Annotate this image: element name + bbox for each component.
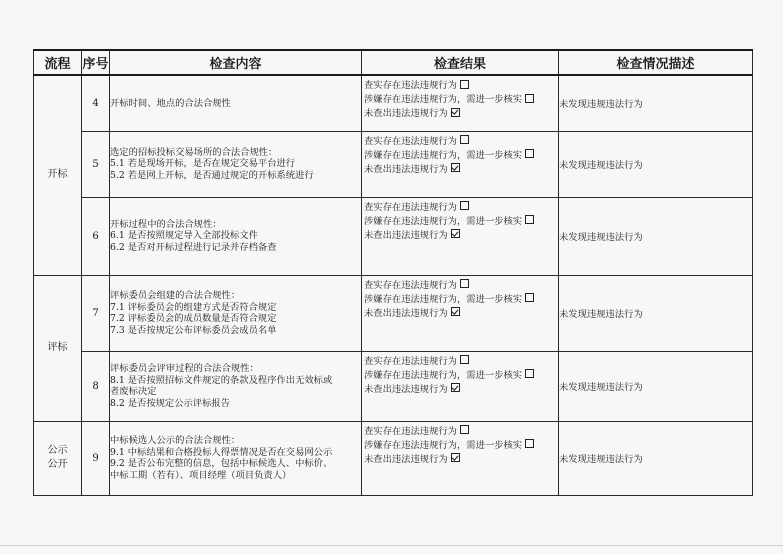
checkbox-icon[interactable]	[460, 425, 469, 434]
checkbox-icon[interactable]	[525, 439, 534, 448]
result-options	[362, 131, 559, 197]
row-num: 4	[82, 75, 110, 131]
table-row	[34, 275, 753, 351]
row-desc: 未发现违规违法行为	[559, 421, 753, 495]
result-option[interactable]: 查实存在违法违规行为	[364, 277, 556, 291]
table-row	[34, 421, 753, 495]
row-desc: 未发现违规违法行为	[559, 197, 753, 275]
checkbox-icon[interactable]	[525, 369, 534, 378]
result-options	[362, 275, 559, 351]
row-num: 8	[82, 351, 110, 421]
inspection-table	[33, 49, 753, 496]
result-option[interactable]: 未查出违法违规行为	[364, 451, 556, 465]
checked-checkbox-icon[interactable]	[451, 383, 460, 392]
result-option[interactable]: 涉嫌存在违法违规行为，需进一步核实	[364, 291, 556, 305]
row-num: 7	[82, 275, 110, 351]
result-option[interactable]: 涉嫌存在违法违规行为，需进一步核实	[364, 91, 556, 105]
row-content: 选定的招标投标交易场所的合法合规性： 5.1 若是现场开标，是否在规定交易平台进行 5.2 若是网上开标，是否通过规定的开标系统进行	[110, 131, 362, 197]
result-options	[362, 75, 559, 131]
row-content: 中标候选人公示的合法合规性： 9.1 中标结果和合格投标人得票情况是否在交易网公示 9.2 是否公布完整的信息，包括中标候选人、中标价、 中标工期（若有）、项目经理（项目负责人）	[110, 421, 362, 495]
result-option[interactable]: 查实存在违法违规行为	[364, 77, 556, 91]
result-option[interactable]: 查实存在违法违规行为	[364, 353, 556, 367]
checked-checkbox-icon[interactable]	[451, 307, 460, 316]
result-options	[362, 197, 559, 275]
checkbox-icon[interactable]	[525, 94, 534, 103]
header-row	[34, 50, 753, 75]
row-content: 评标委员会评审过程的合法合规性： 8.1 是否按照招标文件规定的条款及程序作出无效标或 者废标决定 8.2 是否按规定公示评标报告	[110, 351, 362, 421]
result-option[interactable]: 未查出违法违规行为	[364, 161, 556, 175]
table-row	[34, 197, 753, 275]
header-desc: 检查情况描述	[559, 50, 753, 75]
row-content: 开标过程中的合法合规性： 6.1 是否按照规定导入全部投标文件 6.2 是否对开标过程进行记录并存档备查	[110, 197, 362, 275]
checked-checkbox-icon[interactable]	[451, 229, 460, 238]
result-option[interactable]: 涉嫌存在违法违规行为，需进一步核实	[364, 437, 556, 451]
result-option[interactable]: 未查出违法违规行为	[364, 227, 556, 241]
checked-checkbox-icon[interactable]	[451, 163, 460, 172]
row-num: 9	[82, 421, 110, 495]
checkbox-icon[interactable]	[525, 149, 534, 158]
page-edge-divider	[0, 545, 783, 546]
result-option[interactable]: 查实存在违法违规行为	[364, 133, 556, 147]
result-option[interactable]: 未查出违法违规行为	[364, 105, 556, 119]
result-option[interactable]: 涉嫌存在违法违规行为，需进一步核实	[364, 147, 556, 161]
result-options	[362, 421, 559, 495]
result-option[interactable]: 未查出违法违规行为	[364, 305, 556, 319]
result-option[interactable]: 查实存在违法违规行为	[364, 199, 556, 213]
row-desc: 未发现违规违法行为	[559, 131, 753, 197]
checkbox-icon[interactable]	[460, 355, 469, 364]
header-stage: 流程	[34, 50, 82, 75]
stage-evaluation: 评标	[34, 275, 82, 421]
result-option[interactable]: 涉嫌存在违法违规行为，需进一步核实	[364, 213, 556, 227]
table-row	[34, 351, 753, 421]
row-content: 评标委员会组建的合法合规性： 7.1 评标委员会的组建方式是否符合规定 7.2 评标委员会的成员数量是否符合规定 7.3 是否按规定公布评标委员会成员名单	[110, 275, 362, 351]
result-option[interactable]: 未查出违法违规行为	[364, 381, 556, 395]
row-num: 6	[82, 197, 110, 275]
checkbox-icon[interactable]	[460, 135, 469, 144]
stage-publicity: 公示 公开	[34, 421, 82, 495]
table-row	[34, 75, 753, 131]
result-options	[362, 351, 559, 421]
result-option[interactable]: 查实存在违法违规行为	[364, 423, 556, 437]
header-num: 序号	[82, 50, 110, 75]
stage-opening: 开标	[34, 75, 82, 275]
header-result: 检查结果	[362, 50, 559, 75]
row-num: 5	[82, 131, 110, 197]
row-desc: 未发现违规违法行为	[559, 351, 753, 421]
checkbox-icon[interactable]	[525, 215, 534, 224]
checkbox-icon[interactable]	[460, 279, 469, 288]
header-content: 检查内容	[110, 50, 362, 75]
checkbox-icon[interactable]	[460, 201, 469, 210]
checkbox-icon[interactable]	[460, 80, 469, 89]
checkbox-icon[interactable]	[525, 293, 534, 302]
table-row	[34, 131, 753, 197]
checked-checkbox-icon[interactable]	[451, 453, 460, 462]
result-option[interactable]: 涉嫌存在违法违规行为，需进一步核实	[364, 367, 556, 381]
checked-checkbox-icon[interactable]	[451, 108, 460, 117]
row-desc: 未发现违规违法行为	[559, 75, 753, 131]
row-content: 开标时间、地点的合法合规性	[110, 75, 362, 131]
row-desc: 未发现违规违法行为	[559, 275, 753, 351]
